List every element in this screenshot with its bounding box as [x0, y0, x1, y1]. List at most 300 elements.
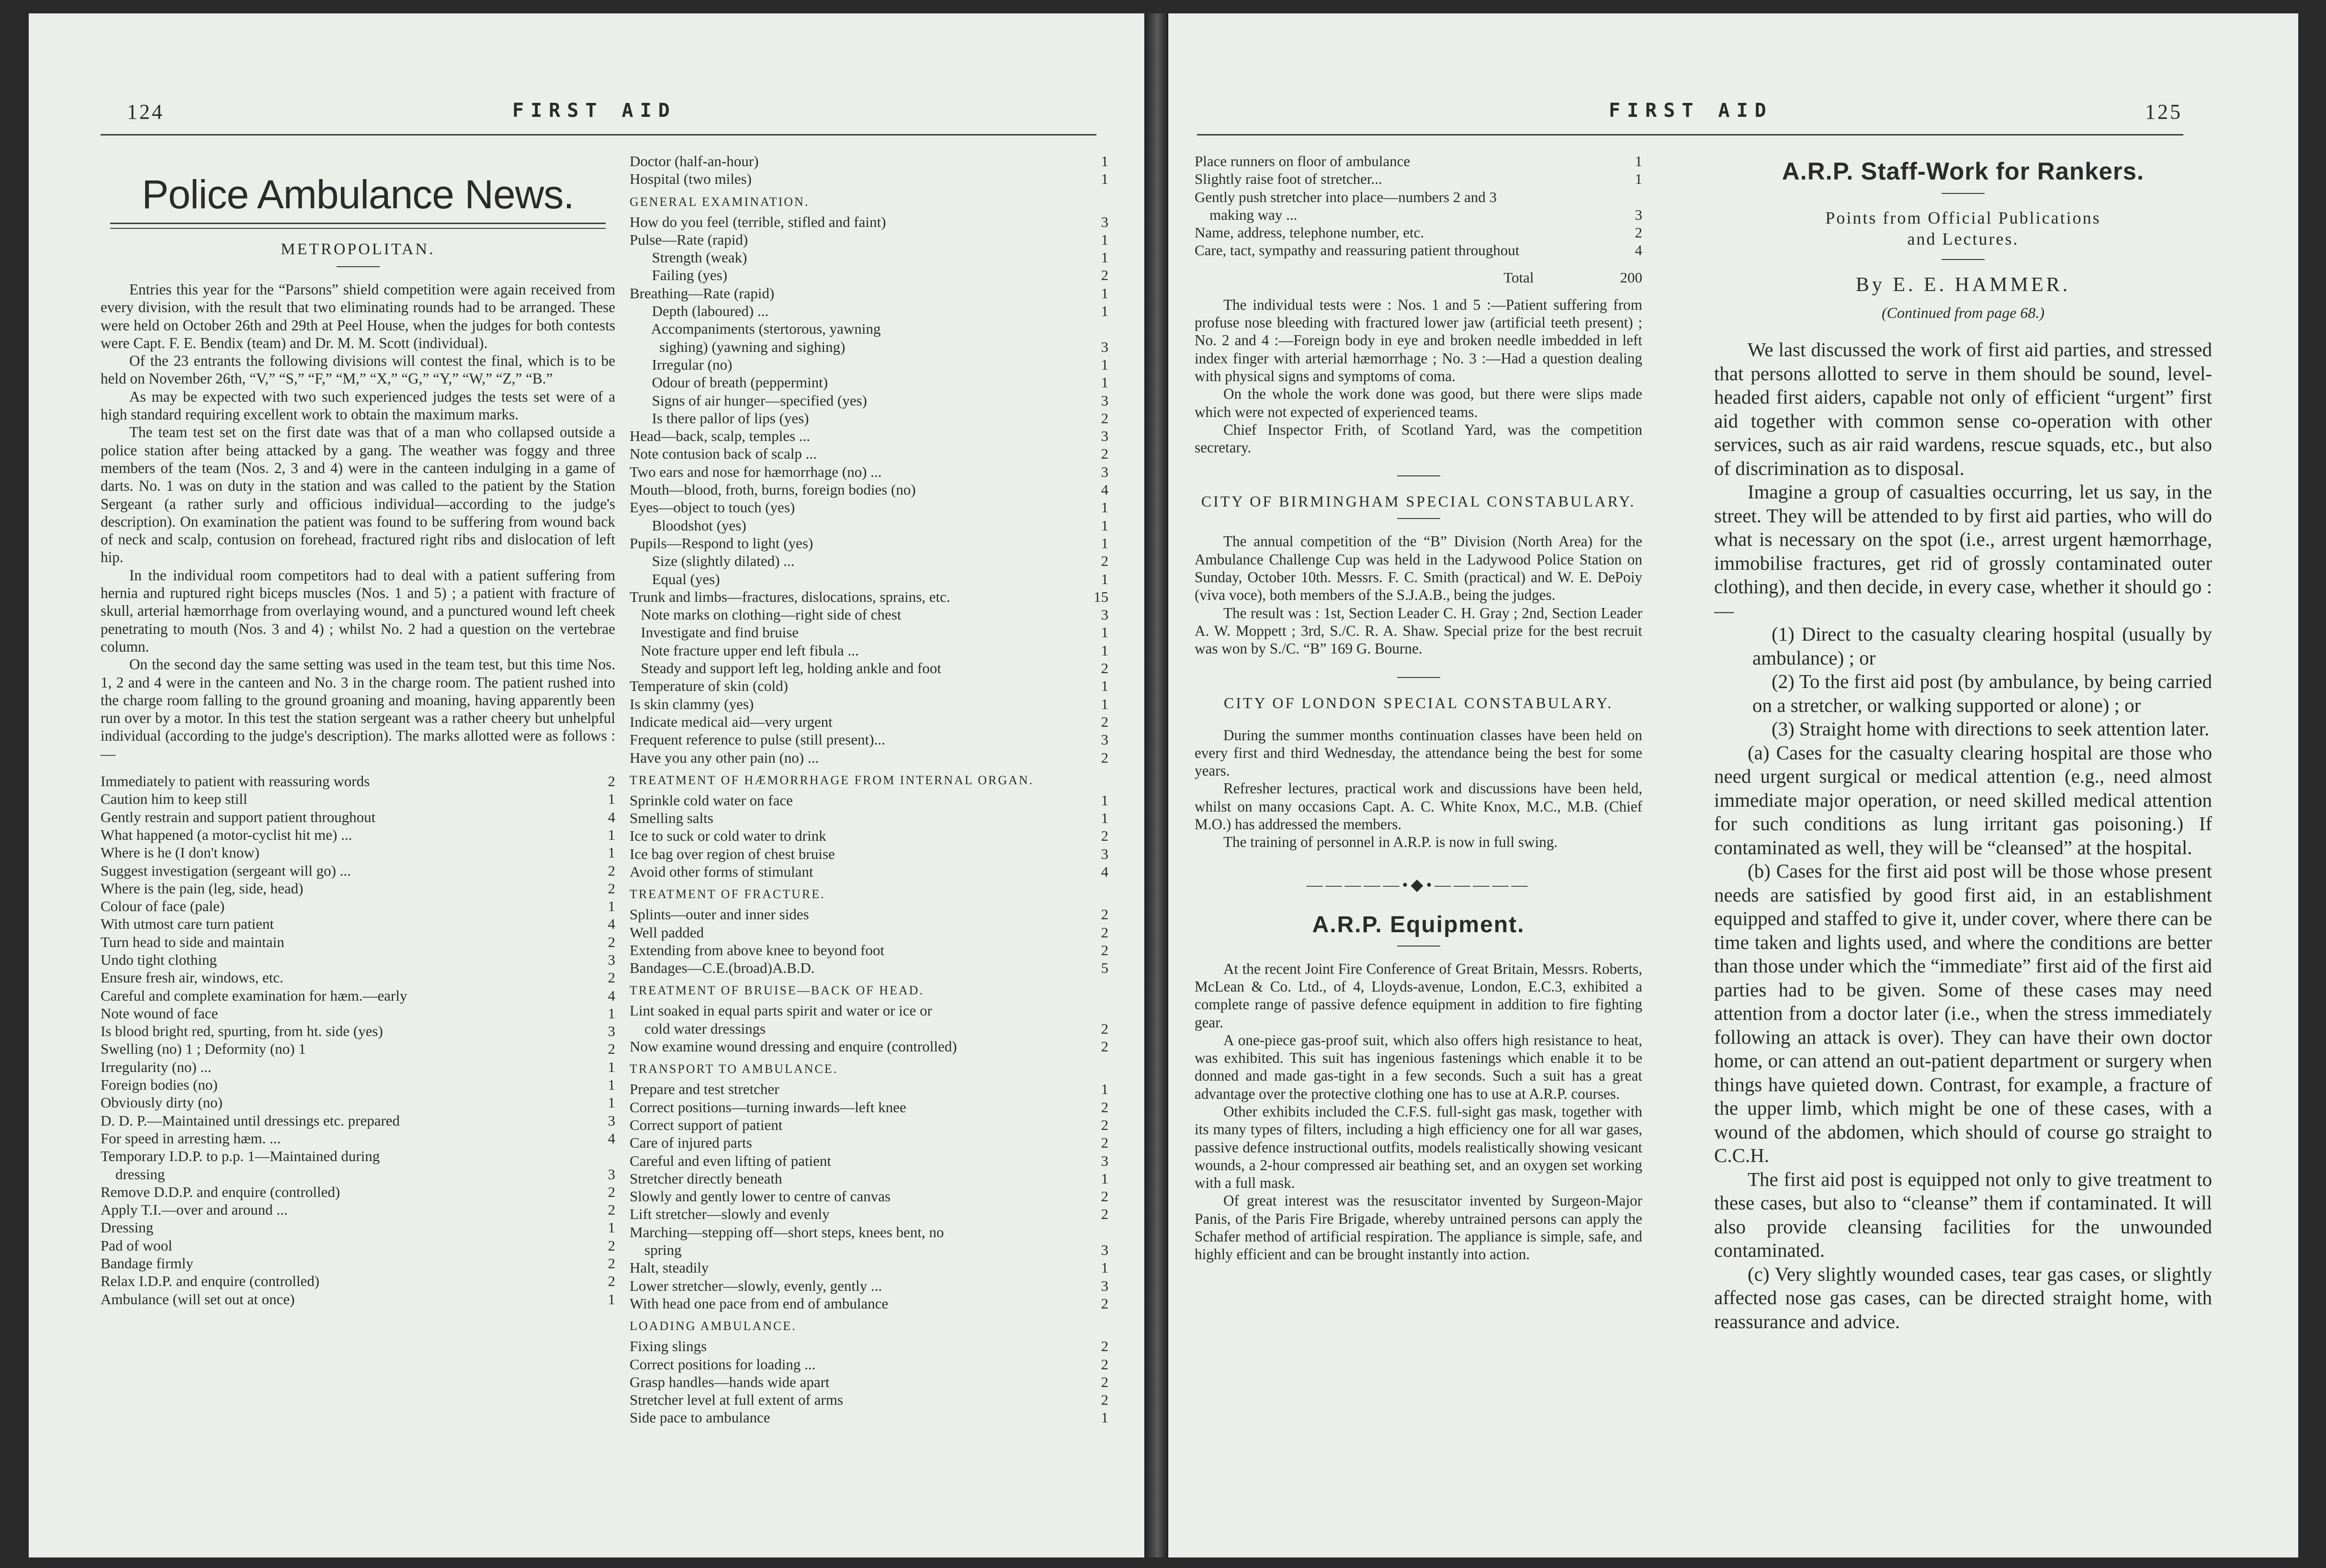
item-marks: 3: [608, 951, 615, 968]
list-item: [630, 284, 1108, 302]
item-marks: 2: [1101, 713, 1108, 730]
item-text: Note fracture upper end left fibula ...: [630, 642, 859, 659]
list-item: [630, 1277, 1108, 1295]
item-marks: 4: [1101, 863, 1108, 880]
list-item: [630, 863, 1108, 880]
section-subtitle: [1714, 207, 2212, 249]
item-marks: 1: [1101, 791, 1108, 809]
paragraph: Other exhibits included the C.F.S. full-sight gas mask, together with its many types of filters, including a high efficiency one for all war gases, passive defence instructional outfits, models realistically showing vesicant wounds, a 2-hour compressed air beathing set, and an oxygen set working with a full mask.: [1195, 1103, 1642, 1192]
item-marks: 1: [608, 898, 615, 915]
item-text: Where is the pain (leg, side, head): [101, 880, 304, 897]
marks-list: [630, 1337, 1108, 1426]
item-text: Is there pallor of lips (yes): [630, 409, 809, 427]
item-text: Careful and complete examination for hæm.—early: [101, 987, 407, 1004]
section-title: A.R.P. Equipment.: [1312, 912, 1525, 937]
article-body: [1195, 296, 1642, 457]
title-rule: [110, 223, 606, 229]
paragraph: On the whole the work done was good, but there were slips made which were not expected of experienced teams.: [1195, 385, 1642, 420]
item-marks: 2: [1101, 1134, 1108, 1151]
paragraph: (c) Very slightly wounded cases, tear gas cases, or slightly affected nose gas cases, can be directed straight home, with reassurance and advice.: [1714, 1263, 2212, 1332]
paragraph: We last discussed the work of first aid parties, and stressed that persons allotted to serve in them should be sound, level-headed first aiders, capable not only of efficient “urgent” first aid together with common sense co-operation with other services, such as air raid wardens, rescue squads, etc., but also of discrimination as to disposal.: [1714, 338, 2212, 479]
item-marks: 4: [608, 987, 615, 1004]
item-text: Relax I.D.P. and enquire (controlled): [101, 1273, 320, 1290]
item-text: Correct positions—turning inwards—left knee: [630, 1098, 906, 1116]
item-marks: 1: [1101, 231, 1108, 248]
list-item: [630, 677, 1108, 695]
paragraph: (3) Straight home with directions to seek attention later.: [1772, 718, 2210, 740]
list-item: [630, 570, 1108, 588]
subsection-heading: CITY OF BIRMINGHAM SPECIAL CONSTABULARY.: [1201, 493, 1636, 510]
paragraph: Chief Inspector Frith, of Scotland Yard, was the competition secretary.: [1195, 421, 1642, 456]
left-page: [29, 13, 1144, 1557]
item-text: Apply T.I.—over and around ...: [101, 1201, 288, 1218]
list-item: [101, 933, 615, 951]
item-marks: 1: [1101, 695, 1108, 712]
paragraph: (2) To the first aid post (by ambulance, by being carried on a stretcher, or walking supported or alone) ; or: [1752, 670, 2212, 716]
header-rule: [1197, 134, 2183, 135]
paragraph: The individual tests were : Nos. 1 and 5 :—Patient suffering from profuse nose bleeding with fractured lower jaw (artificial teeth present) ; No. 2 and 4 :—Foreign body in eye and broken needle imbedded in left index finger with arterial hæmorrhage ; No. 3 :—Had a question dealing with physical signs and symptoms of coma.: [1195, 296, 1642, 384]
item-text: Careful and even lifting of patient: [630, 1152, 831, 1169]
item-marks: 1: [1101, 499, 1108, 516]
item-text: Correct support of patient: [630, 1116, 783, 1133]
list-item: [630, 1116, 1108, 1134]
item-text: spring: [630, 1241, 682, 1259]
item-marks: 2: [608, 933, 615, 950]
item-text: Ice bag over region of chest bruise: [630, 845, 835, 862]
divider: [1942, 193, 1985, 194]
list-item: [1195, 206, 1642, 224]
item-text: Is blood bright red, spurting, from ht. side (yes): [101, 1023, 383, 1040]
item-text: Ambulance (will set out at once): [101, 1290, 295, 1308]
item-marks: 3: [1101, 1241, 1108, 1259]
item-marks: 1: [1101, 624, 1108, 641]
item-marks: 1: [1101, 677, 1108, 695]
item-marks: 2: [1101, 906, 1108, 923]
item-text: Slightly raise foot of stretcher...: [1195, 170, 1382, 188]
list-item: [630, 845, 1108, 863]
item-marks: 2: [608, 1040, 615, 1058]
list-item: [101, 1254, 615, 1272]
item-marks: 3: [608, 1023, 615, 1040]
item-marks: 1: [1101, 534, 1108, 552]
item-text: Name, address, telephone number, etc.: [1195, 224, 1424, 241]
list-item: [101, 790, 615, 808]
list-item: [630, 445, 1108, 463]
list-item: [630, 481, 1108, 498]
list-item: [630, 266, 1108, 284]
item-text: Undo tight clothing: [101, 951, 217, 968]
list-item: [630, 1152, 1108, 1170]
item-text: Temporary I.D.P. to p.p. 1—Maintained during: [101, 1148, 380, 1165]
item-text: Note marks on clothing—right side of chest: [630, 606, 902, 623]
item-text: Investigate and find bruise: [630, 624, 799, 641]
item-marks: 2: [1101, 1206, 1108, 1223]
list-item: [630, 392, 1108, 409]
list-item: [630, 642, 1108, 659]
item-text: sighing) (yawning and sighing): [630, 338, 846, 355]
list-item: [630, 1187, 1108, 1205]
item-text: Grasp handles—hands wide apart: [630, 1373, 830, 1390]
item-marks: 1: [608, 1004, 615, 1022]
item-text: Slowly and gently lower to centre of canvas: [630, 1188, 891, 1205]
item-marks: 2: [1101, 1116, 1108, 1133]
item-text: Signs of air hunger—specified (yes): [630, 392, 867, 409]
article-body: [101, 281, 615, 763]
item-marks: 1: [1635, 170, 1642, 188]
item-marks: 2: [1101, 1188, 1108, 1205]
item-text: Pupils—Respond to light (yes): [630, 534, 813, 552]
list-item: [630, 1098, 1108, 1116]
list-item: [630, 1241, 1108, 1259]
item-marks: 2: [1101, 1020, 1108, 1037]
list-item: [630, 427, 1108, 445]
article-body: [1195, 532, 1642, 657]
section-title: Police Ambulance News.: [142, 172, 574, 217]
item-marks: 3: [1101, 428, 1108, 445]
item-text: Lift stretcher—slowly and evenly: [630, 1206, 830, 1223]
list-item: [101, 969, 615, 986]
item-marks: 2: [1101, 827, 1108, 845]
list-item: [101, 862, 615, 880]
item-text: Care of injured parts: [630, 1134, 752, 1151]
item-text: Caution him to keep still: [101, 790, 248, 808]
item-text: Side pace to ambulance: [630, 1409, 770, 1426]
item-marks: 1: [1101, 1081, 1108, 1098]
list-item: [101, 1272, 615, 1290]
list-item: [630, 1038, 1108, 1055]
item-text: Place runners on floor of ambulance: [1195, 153, 1411, 169]
item-text: Ensure fresh air, windows, etc.: [101, 969, 283, 986]
item-marks: 3: [1101, 606, 1108, 623]
list-item: [101, 1201, 615, 1218]
item-text: Lower stretcher—slowly, evenly, gently ...: [630, 1277, 882, 1294]
item-text: Immediately to patient with reassuring words: [101, 773, 370, 790]
item-marks: 3: [1101, 1277, 1108, 1294]
item-marks: 3: [1101, 213, 1108, 230]
paragraph: The training of personnel in A.R.P. is now in full swing.: [1223, 834, 1558, 851]
list-item: [101, 1076, 615, 1094]
paragraph: Of great interest was the resuscitator invented by Surgeon-Major Panis, of the Paris Fire Brigade, whereby untrained persons can apply the Schafer method of artificial respiration. The appliance is simple, safe, and highly efficient and can be brought instantly into action.: [1195, 1192, 1642, 1263]
item-text: Temperature of skin (cold): [630, 677, 788, 695]
list-item: [630, 517, 1108, 534]
item-marks: 3: [1101, 1152, 1108, 1169]
list-item: [630, 1355, 1108, 1373]
item-text: Frequent reference to pulse (still present)...: [630, 731, 885, 748]
ornament-divider: —————•◆•—————: [1306, 876, 1531, 894]
item-marks: 1: [1635, 153, 1642, 169]
list-section-heading: LOADING AMBULANCE.: [630, 1319, 797, 1333]
list-item: [101, 1129, 615, 1147]
item-marks: 2: [1101, 1038, 1108, 1055]
item-text: Have you any other pain (no) ...: [630, 749, 819, 766]
list-item: [630, 1223, 1108, 1241]
item-text: Bloodshot (yes): [630, 517, 746, 534]
item-marks: 4: [608, 808, 615, 825]
item-marks: 2: [1635, 224, 1642, 241]
item-text: Where is he (I don't know): [101, 844, 260, 861]
list-item: [630, 809, 1108, 827]
list-item: [101, 1004, 615, 1022]
item-text: Irregular (no): [630, 356, 733, 373]
item-marks: 2: [1101, 409, 1108, 427]
item-marks: 2: [608, 1273, 615, 1290]
list-item: [630, 1080, 1108, 1098]
list-item: [630, 498, 1108, 516]
list-item: [630, 827, 1108, 845]
item-text: Now examine wound dressing and enquire (controlled): [630, 1038, 957, 1055]
item-marks: 1: [608, 826, 615, 843]
paragraph: During the summer months continuation classes have been held on every first and third Wednesday, the attendance being the best for some years.: [1195, 726, 1642, 779]
list-item: [630, 534, 1108, 552]
item-text: Turn head to side and maintain: [101, 933, 284, 950]
list-item: [1195, 188, 1642, 206]
item-text: Indicate medical aid—very urgent: [630, 713, 833, 730]
item-marks: 2: [1101, 1295, 1108, 1312]
list-item: [630, 231, 1108, 248]
item-marks: 1: [1101, 284, 1108, 302]
item-marks: 2: [1101, 445, 1108, 463]
item-marks: 1: [1101, 517, 1108, 534]
subsection-heading: CITY OF LONDON SPECIAL CONSTABULARY.: [1223, 694, 1614, 711]
list-section-heading: TRANSPORT TO AMBULANCE.: [630, 1062, 838, 1076]
paragraph: The result was : 1st, Section Leader C. H. Gray ; 2nd, Section Leader A. W. Moppett ; 3rd, S./C. R. A. Shaw. Special prize for the best recruit was won by S./C. “B” 169 G. Bourne.: [1195, 604, 1642, 657]
item-marks: 2: [1101, 1098, 1108, 1116]
list-item: [630, 924, 1108, 941]
marks-list: [630, 152, 1108, 188]
item-marks: 2: [608, 1201, 615, 1218]
item-text: Fixing slings: [630, 1338, 707, 1355]
list-item: [630, 1170, 1108, 1187]
item-text: Steady and support left leg, holding ankle and foot: [630, 660, 941, 677]
item-text: With head one pace from end of ambulance: [630, 1295, 889, 1312]
divider: [1397, 677, 1440, 678]
list-item: [630, 409, 1108, 427]
paragraph: (a) Cases for the casualty clearing hospital are those who need urgent surgical or medical attention (e.g., need almost immediate major operation, or need skilled medical attention for such conditions as lung irritant gas poisoning.) If contaminated as well, they will be “cleansed” at the hospital.: [1714, 741, 2212, 858]
byline: By E. E. HAMMER.: [1855, 274, 2071, 296]
marks-list: [630, 213, 1108, 767]
marks-list: [101, 772, 615, 1308]
list-item: [630, 1373, 1108, 1391]
item-marks: 1: [608, 844, 615, 861]
item-marks: 2: [1101, 924, 1108, 941]
item-marks: 2: [1101, 941, 1108, 959]
item-text: Marching—stepping off—short steps, knees bent, no: [630, 1223, 944, 1241]
list-item: [101, 1165, 615, 1183]
item-marks: 3: [1101, 845, 1108, 862]
item-marks: 3: [1101, 392, 1108, 409]
list-item: [630, 1295, 1108, 1312]
marks-list: [630, 1080, 1108, 1312]
item-text: Is skin clammy (yes): [630, 695, 754, 712]
right-page: [1168, 13, 2298, 1557]
marks-list: [630, 791, 1108, 880]
item-text: Prepare and test stretcher: [630, 1081, 779, 1098]
subtitle-line: Points from Official Publications: [1825, 208, 2101, 227]
section-title: A.R.P. Staff-Work for Rankers.: [1782, 158, 2145, 185]
item-text: Size (slightly dilated) ...: [630, 553, 795, 570]
list-item: [630, 749, 1108, 767]
item-marks: 1: [1101, 1259, 1108, 1276]
book-spine: [1144, 13, 1168, 1557]
list-section-heading: TREATMENT OF BRUISE—BACK OF HEAD.: [630, 983, 924, 998]
item-marks: 1: [608, 1094, 615, 1111]
list-item: [630, 1002, 1108, 1019]
item-text: Trunk and limbs—fractures, dislocations, sprains, etc.: [630, 588, 950, 605]
list-item: [101, 1112, 615, 1129]
item-marks: 1: [1101, 642, 1108, 659]
list-item: [630, 302, 1108, 320]
marks-list: [1195, 152, 1642, 259]
divider: [337, 266, 380, 267]
item-text: Care, tact, sympathy and reassuring patient throughout: [1195, 242, 1520, 259]
page-number: 125: [2145, 100, 2182, 124]
list-item: [630, 905, 1108, 923]
item-text: How do you feel (terrible, stifled and faint): [630, 213, 886, 230]
paragraph: Of the 23 entrants the following divisions will contest the final, which is to be held on November 26th, “V,” “S,” “F,” “M,” “X,” “G,” “Y,” “W,” “Z,” “B.”: [101, 352, 615, 387]
list-item: [1195, 152, 1642, 170]
item-marks: 15: [1094, 588, 1108, 605]
list-item: [630, 320, 1108, 338]
list-item: [101, 1022, 615, 1040]
paragraph: At the recent Joint Fire Conference of Great Britain, Messrs. Roberts, McLean & Co. Ltd., of 4, Lloyds-avenue, London, E.C.3, exhibited a complete range of passive defence equipment in addition to fire fighting gear.: [1195, 960, 1642, 1031]
paragraph: On the second day the same setting was used in the team test, but this time Nos. 1, 2 and 4 were in the canteen and No. 3 in the charge room. The patient rushed into the charge room falling to the ground groaning and moaning, having apparently been run over by a motor. In this test the station sergeant was a rather cheery but unhelpful individual (according to the judge's description). The marks allotted were as follows :—: [101, 656, 615, 762]
item-marks: 2: [608, 773, 615, 790]
article-body: [1195, 960, 1642, 1263]
item-text: Ice to suck or cold water to drink: [630, 827, 826, 845]
item-marks: 3: [1101, 463, 1108, 480]
list-item: [630, 588, 1108, 606]
list-item: [630, 152, 1108, 170]
article-body: [1714, 338, 2212, 1333]
list-item: [101, 826, 615, 844]
left-column: [101, 152, 615, 1308]
item-marks: 4: [1635, 242, 1642, 259]
list-item: [630, 463, 1108, 481]
item-marks: 2: [1101, 1338, 1108, 1355]
list-section-heading: GENERAL EXAMINATION.: [630, 194, 810, 209]
item-text: Hospital (two miles): [630, 170, 752, 188]
list-item: [101, 915, 615, 933]
continued-note: (Continued from page 68.): [1881, 304, 2045, 321]
item-marks: 1: [1101, 1170, 1108, 1187]
paragraph: Imagine a group of casualties occurring, let us say, in the street. They will be attended to by first aid parties, who will do what is necessary on the spot (i.e., arrest urgent hæmorrhage, immobilise fractures, get rid of grossly contaminated outer clothing), and then decide, in every case, whether it should go :—: [1714, 481, 2212, 621]
item-text: With utmost care turn patient: [101, 915, 274, 933]
item-marks: 2: [1101, 1355, 1108, 1373]
item-text: Splints—outer and inner sides: [630, 906, 809, 923]
item-marks: 1: [608, 1290, 615, 1308]
item-text: What happened (a motor-cyclist hit me) ...: [101, 826, 352, 843]
list-item: [101, 808, 615, 826]
item-marks: 2: [1101, 749, 1108, 766]
item-marks: 4: [1101, 481, 1108, 498]
left-column: [1195, 152, 1642, 1263]
list-item: [101, 1237, 615, 1254]
paragraph: In the individual room competitors had to deal with a patient suffering from hernia and ruptured right biceps muscles (Nos. 1 and 5) ; a patient with fracture of skull, arterial hæmorrhage from overlaying wound, and a punctured wound left cheek penetrating to mouth (Nos. 3 and 4) ; whilst No. 2 had a question on the vertebrae column.: [101, 566, 615, 655]
marks-list: [630, 905, 1108, 977]
item-marks: 1: [1101, 570, 1108, 587]
paragraph: The annual competition of the “B” Division (North Area) for the Ambulance Challenge Cup was held in the Ladywood Police Station on Sunday, October 10th. Messrs. F. C. Smith (practical) and W. E. DePoiy (viva voce), both members of the S.J.A.B., being the judges.: [1195, 533, 1642, 604]
section-subtitle: METROPOLITAN.: [281, 240, 435, 258]
list-item: [630, 338, 1108, 356]
list-item: [630, 713, 1108, 731]
item-marks: 2: [1101, 267, 1108, 284]
item-marks: 2: [1101, 553, 1108, 570]
item-text: Swelling (no) 1 ; Deformity (no) 1: [101, 1040, 306, 1058]
item-text: Pad of wool: [101, 1237, 172, 1254]
item-marks: 1: [608, 1219, 615, 1236]
item-marks: 1: [608, 1076, 615, 1094]
list-item: [101, 1290, 615, 1308]
list-item: [630, 695, 1108, 713]
item-text: Dressing: [101, 1219, 154, 1236]
marks-list: [630, 1002, 1108, 1055]
right-column: [1714, 152, 2212, 1333]
item-marks: 1: [1101, 810, 1108, 827]
list-item: [630, 248, 1108, 266]
running-head: FIRST AID: [512, 100, 677, 122]
paragraph: As may be expected with two such experienced judges the tests set were of a high standard requiring excellent work to obtain the maximum marks.: [101, 388, 615, 423]
item-text: Extending from above knee to beyond foot: [630, 941, 885, 959]
item-marks: 1: [1101, 303, 1108, 320]
item-text: Depth (laboured) ...: [630, 303, 769, 320]
item-marks: 2: [608, 969, 615, 986]
list-item: [630, 1391, 1108, 1409]
item-marks: 2: [1101, 1391, 1108, 1409]
item-text: Bandage firmly: [101, 1255, 193, 1272]
list-item: [630, 356, 1108, 373]
item-text: Two ears and nose for hæmorrhage (no) ...: [630, 463, 882, 480]
item-text: Equal (yes): [630, 570, 720, 587]
paragraph: Entries this year for the “Parsons” shield competition were again received from every division, with the result that two eliminating rounds had to be arranged. These were held on October 26th and 29th at Peel House, when the judges for both contests were Capt. F. E. Bendix (team) and Dr. M. M. Scott (individual).: [101, 281, 615, 351]
item-text: making way ...: [1195, 206, 1298, 223]
list-section-heading: TREATMENT OF FRACTURE.: [630, 887, 825, 902]
list-item: [101, 1218, 615, 1236]
header-rule: [101, 134, 1096, 135]
divider: [1397, 518, 1440, 519]
list-item: [630, 941, 1108, 959]
list-item: [101, 1183, 615, 1201]
list-item: [101, 897, 615, 915]
item-text: Avoid other forms of stimulant: [630, 863, 813, 880]
item-marks: 3: [608, 1112, 615, 1129]
item-text: Halt, steadily: [630, 1259, 709, 1276]
item-marks: 2: [608, 1255, 615, 1272]
item-marks: 1: [1101, 374, 1108, 391]
list-item: [630, 1020, 1108, 1038]
list-item: [630, 1205, 1108, 1223]
item-text: Odour of breath (peppermint): [630, 374, 828, 391]
item-marks: 1: [1101, 170, 1108, 188]
item-marks: 2: [1101, 1373, 1108, 1390]
list-item: [101, 844, 615, 861]
item-text: D. D. P.—Maintained until dressings etc. prepared: [101, 1112, 400, 1129]
list-section-heading: TREATMENT OF HÆMORRHAGE FROM INTERNAL ORGAN.: [630, 773, 1034, 787]
right-column: [630, 152, 1108, 1427]
item-text: For speed in arresting hæm. ...: [101, 1129, 281, 1147]
list-item: [1195, 170, 1642, 188]
item-marks: 3: [1101, 731, 1108, 748]
item-text: Mouth—blood, froth, burns, foreign bodies (no): [630, 481, 916, 498]
article-body: [1195, 726, 1642, 851]
list-item: [630, 552, 1108, 570]
paragraph: (b) Cases for the first aid post will be those whose present needs are satisfied by good first aid, in an establishment equipped and staffed to give it, under cover, where there can be time taken and lights used, and where the conditions are better than those under which the “immediate” first aid of the first aid parties had to be given. Some of these cases may need attention from a doctor later (i.e., when the stress immediately following an attack is over). They can have their own doctor home, or can attend an out-patient department or surgery when things have quieted down. Contrast, for example, a fracture of the upper limb, which might be one of these cases, with a wound of the abdomen, which should of course go straight to C.C.H.: [1714, 860, 2212, 1166]
item-marks: 2: [608, 862, 615, 879]
list-item: [101, 1058, 615, 1076]
subtitle-line: and Lectures.: [1907, 229, 2019, 248]
paragraph: The first aid post is equipped not only to give treatment to these cases, but also to “cleanse” them if contaminated. It will also provide cleansing facilities for the unwounded contaminated.: [1714, 1168, 2212, 1261]
paragraph: The team test set on the first date was that of a man who collapsed outside a police station after being attacked by a gang. The weather was foggy and three members of the team (Nos. 2, 3 and 4) were in the canteen indulging in a game of darts. No. 1 was on duty in the station and was called to the patient by the Station Sergeant (a rather surly and officious individual—according to the judge's description). On examination the patient was found to be suffering from wound back of neck and scalp, contusion on forehead, fractured right ribs and dislocation of left hip.: [101, 424, 615, 566]
item-text: Correct positions for loading ...: [630, 1355, 816, 1373]
